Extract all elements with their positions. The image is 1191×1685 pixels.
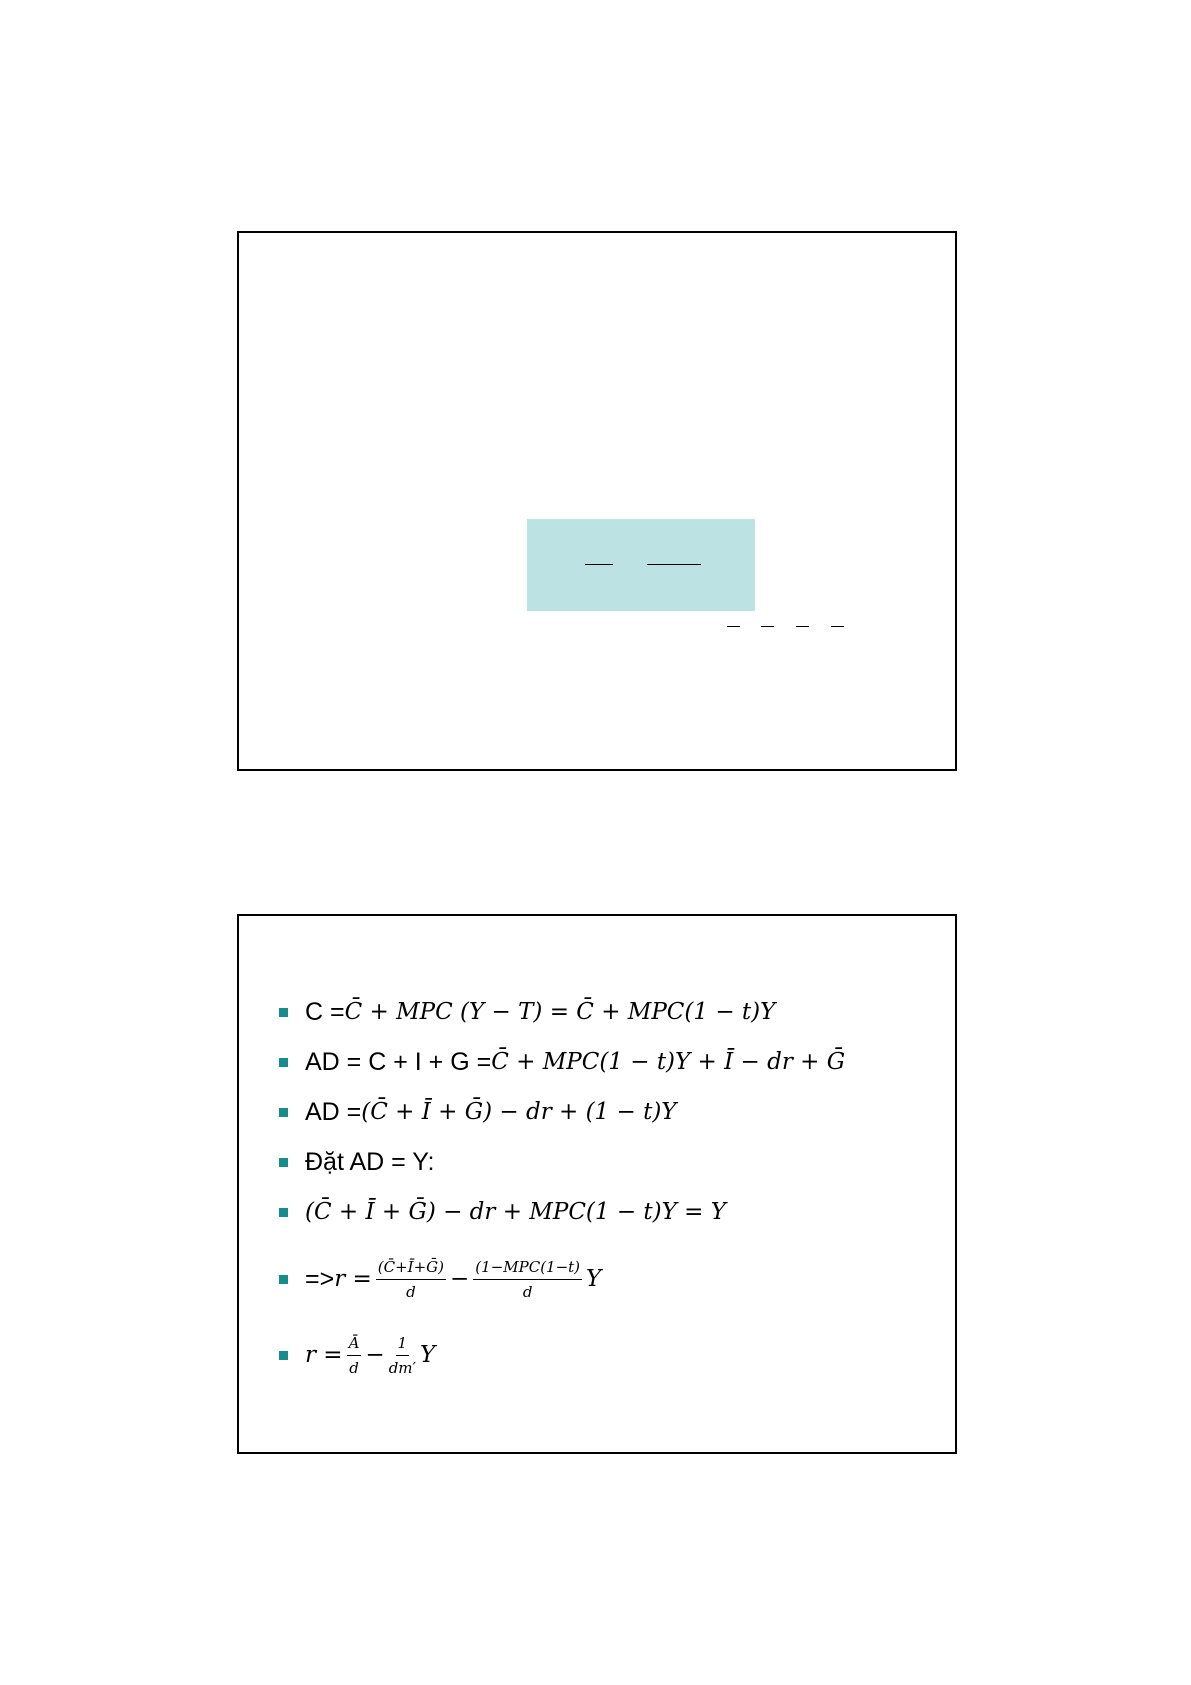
numerator: (1−MPC(1−t): [473, 1258, 582, 1280]
list-item: [279, 1330, 435, 1380]
equation: (C̄ + Ī + Ḡ) − dr + MPC(1 − t)Y = Y: [305, 1199, 726, 1225]
slide-1: [237, 231, 957, 771]
fraction: [376, 1258, 446, 1301]
bullet-text: AD =: [305, 1097, 362, 1126]
bullet-text: C =: [305, 997, 345, 1026]
overline-mark: [727, 626, 740, 627]
denominator: d: [349, 1358, 359, 1377]
bullet-text: Đặt AD = Y:: [305, 1147, 435, 1176]
numerator: 1: [396, 1334, 410, 1356]
denominator: d: [522, 1282, 533, 1301]
list-item: [279, 1192, 726, 1232]
denominator: d: [406, 1282, 416, 1301]
fraction-bar: [585, 564, 613, 565]
bullet-icon: [279, 1108, 288, 1117]
bullet-icon: [279, 1058, 288, 1067]
list-item: [279, 1254, 601, 1304]
overline-mark: [761, 626, 774, 627]
overline-mark: [796, 626, 809, 627]
equation-lhs: r =: [334, 1266, 372, 1292]
denominator: dm′: [388, 1358, 416, 1377]
equation-tail: Y: [586, 1266, 602, 1292]
list-item: [279, 992, 775, 1032]
bullet-icon: [279, 1275, 288, 1284]
minus-sign: −: [365, 1342, 385, 1368]
fraction: [389, 1334, 416, 1377]
list-item: [279, 1142, 434, 1182]
equation: C̄ + MPC (Y − T) = C̄ + MPC(1 − t)Y: [344, 999, 776, 1025]
equation-lhs: r =: [305, 1342, 343, 1368]
fraction: [473, 1258, 582, 1301]
slide-2: [237, 914, 957, 1454]
bullet-text: =>: [305, 1264, 335, 1293]
list-item: [279, 1092, 676, 1132]
bullet-icon: [279, 1008, 288, 1017]
equation: C̄ + MPC(1 − t)Y + Ī − dr + Ḡ: [491, 1049, 846, 1075]
fraction-bar: [647, 564, 701, 565]
highlight-box: [527, 519, 755, 611]
bullet-text: AD = C + I + G =: [305, 1047, 492, 1076]
numerator: Ā: [347, 1334, 362, 1356]
bullet-icon: [279, 1208, 288, 1217]
fraction: [347, 1334, 362, 1377]
minus-sign: −: [450, 1266, 470, 1292]
numerator: (C̄+Ī+Ḡ): [376, 1258, 446, 1280]
bullet-icon: [279, 1351, 288, 1360]
equation-tail: Y: [419, 1342, 436, 1368]
list-item: [279, 1042, 845, 1082]
bullet-icon: [279, 1158, 288, 1167]
overline-mark: [831, 626, 844, 627]
equation: (C̄ + Ī + Ḡ) − dr + (1 − t)Y: [361, 1099, 677, 1125]
